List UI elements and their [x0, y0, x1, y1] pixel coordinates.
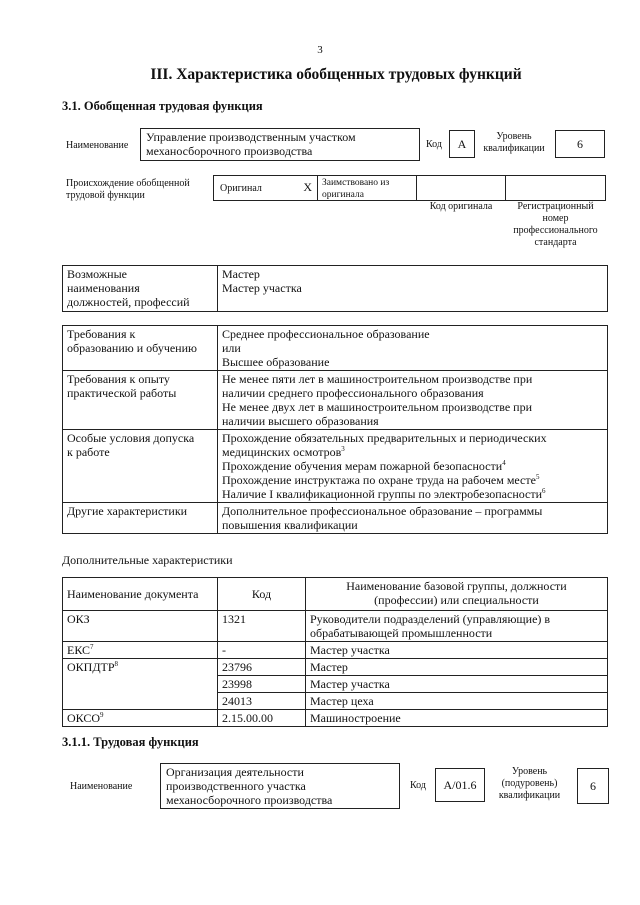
requirement-value-line: Прохождение обязательных предварительных и периодических: [222, 431, 547, 445]
header-name-line: Наименование базовой группы, должности: [346, 579, 567, 593]
gtf-heading: 3.1. Обобщенная трудовая функция: [62, 99, 263, 113]
gtf-reg-caption-line: стандарта: [534, 237, 577, 248]
gtf-original-box: [213, 175, 318, 201]
positions-label-line: Возможные: [67, 267, 127, 281]
table-row-eks: [63, 642, 608, 659]
requirement-label: [63, 371, 218, 430]
tf-heading: 3.1.1. Трудовая функция: [62, 735, 199, 749]
requirement-value-text: Прохождение обучения мерам пожарной безопасности: [222, 459, 503, 473]
requirement-label-line: Требования к: [67, 327, 136, 341]
gtf-borrowed-label-line: оригинала: [322, 190, 364, 200]
positions-label-line: наименования: [67, 281, 140, 295]
code-cell: 23998: [218, 676, 306, 693]
code-cell: -: [218, 642, 306, 659]
requirement-label-line: Требования к опыту: [67, 372, 170, 386]
tf-code-box: А/01.6: [435, 768, 485, 802]
header-code: Код: [218, 578, 306, 611]
requirements-row-special: [63, 430, 608, 503]
requirement-label-line: Другие характеристики: [67, 504, 188, 518]
doc-text: ЕКС: [67, 643, 91, 657]
code-cell: 2.15.00.00: [218, 710, 306, 727]
tf-name-line: механосборочного производства: [166, 793, 333, 807]
code-cell: 24013: [218, 693, 306, 710]
name-cell: Мастер участка: [306, 642, 608, 659]
footnote-ref: 9: [100, 711, 104, 719]
code-cell: 1321: [218, 611, 306, 642]
name-line: обрабатывающей промышленности: [310, 626, 493, 640]
header-name: [306, 578, 608, 611]
requirement-value-line: [222, 473, 603, 487]
name-cell: Машиностроение: [306, 710, 608, 727]
requirement-value-line: наличии среднего профессионального образования: [222, 386, 484, 400]
additional-table: [62, 577, 608, 727]
gtf-reg-caption-line: Регистрационный: [517, 201, 594, 212]
gtf-name-line: Управление производственным участком: [146, 130, 356, 144]
table-row-okz: [63, 611, 608, 642]
gtf-original-label: Оригинал: [220, 183, 262, 194]
doc-cell: [63, 642, 218, 659]
requirement-value-line: Не менее пяти лет в машиностроительном производстве при: [222, 372, 533, 386]
gtf-level-box: 6: [555, 130, 605, 158]
footnote-ref: 6: [542, 487, 546, 495]
tf-level-label-line: (подуровень): [501, 778, 558, 789]
gtf-name-label: Наименование: [66, 140, 129, 151]
requirements-table: [62, 325, 608, 534]
gtf-origin-label-line: трудовой функции: [66, 190, 145, 201]
gtf-reg-caption-line: номер: [542, 213, 569, 224]
header-doc: Наименование документа: [63, 578, 218, 611]
tf-name-line: Организация деятельности: [166, 765, 304, 779]
footnote-ref: 3: [341, 445, 345, 453]
gtf-origin-label-line: Происхождение обобщенной: [66, 178, 190, 189]
tf-name-line: производственного участка: [166, 779, 306, 793]
gtf-level-label-line: квалификации: [483, 143, 545, 154]
header-name-line: (профессии) или специальности: [374, 593, 539, 607]
requirement-value: [218, 430, 608, 503]
gtf-origin-label: [66, 178, 190, 202]
positions-label-line: должностей, профессий: [67, 295, 190, 309]
tf-level-label-line: Уровень: [511, 766, 548, 777]
requirement-label-line: образованию и обучению: [67, 341, 197, 355]
requirement-label: [63, 430, 218, 503]
requirement-value-text: медицинских осмотров: [222, 445, 342, 459]
name-cell: Мастер: [306, 659, 608, 676]
requirement-value: [218, 326, 608, 371]
tf-name-box: [160, 763, 400, 809]
doc-cell: [63, 710, 218, 727]
doc-cell: [63, 659, 218, 710]
tf-level-box: 6: [577, 768, 609, 804]
requirement-value-line: Высшее образование: [222, 355, 330, 369]
requirements-row-experience: [63, 371, 608, 430]
doc-cell: ОКЗ: [63, 611, 218, 642]
positions-values: [218, 266, 608, 312]
requirement-label: [63, 326, 218, 371]
additional-header-row: [63, 578, 608, 611]
footnote-ref: 7: [90, 643, 94, 651]
positions-label: [63, 266, 218, 312]
additional-caption: Дополнительные характеристики: [62, 553, 233, 567]
requirement-label-line: практической работы: [67, 386, 177, 400]
gtf-original-mark: X: [303, 180, 312, 194]
table-row-okso: [63, 710, 608, 727]
doc-text: ОКСО: [67, 711, 101, 725]
requirement-label-line: к работе: [67, 445, 110, 459]
doc-text: ОКПДТР: [67, 660, 115, 674]
tf-level-label: [492, 766, 567, 802]
name-cell: [306, 611, 608, 642]
name-cell: Мастер участка: [306, 676, 608, 693]
footnote-ref: 8: [114, 660, 119, 668]
requirement-value-text: Наличие I квалификационной группы по электробезопасности: [222, 487, 543, 501]
requirement-label: [63, 503, 218, 534]
requirement-value-line: [222, 459, 603, 473]
requirement-label-line: Особые условия допуска: [67, 431, 195, 445]
requirement-value-line: или: [222, 341, 241, 355]
requirement-value-line: [222, 487, 603, 501]
gtf-reg-number-box: [505, 175, 606, 201]
gtf-code-box: А: [449, 130, 475, 158]
requirement-value-text: Прохождение инструктажа по охране труда на рабочем месте: [222, 473, 536, 487]
page-number: 3: [317, 44, 323, 56]
requirement-value-line: Не менее двух лет в машиностроительном производстве при: [222, 400, 533, 414]
gtf-reg-number-caption: [505, 201, 606, 249]
requirement-value: [218, 503, 608, 534]
gtf-code-label: Код: [426, 139, 442, 150]
gtf-code-original-box: [416, 175, 506, 201]
name-cell: Мастер цеха: [306, 693, 608, 710]
gtf-borrowed-box: [317, 175, 417, 201]
requirement-value-line: Дополнительное профессиональное образование – программы: [222, 504, 543, 518]
positions-row: [63, 266, 608, 312]
requirement-value-line: Среднее профессиональное образование: [222, 327, 430, 341]
tf-level-label-line: квалификации: [498, 790, 561, 801]
position-item: Мастер: [222, 267, 260, 281]
requirement-value-line: повышения квалификации: [222, 518, 358, 532]
requirement-value-line: [222, 445, 603, 459]
gtf-name-line: механосборочного производства: [146, 144, 313, 158]
requirements-row-other: [63, 503, 608, 534]
footnote-ref: 5: [535, 473, 540, 481]
gtf-borrowed-label-line: Заимствовано из: [322, 178, 390, 188]
tf-name-label: Наименование: [70, 781, 133, 792]
gtf-level-label: [476, 131, 552, 155]
requirement-value: [218, 371, 608, 430]
section-title: III. Характеристика обобщенных трудовых функций: [150, 66, 522, 83]
position-item: Мастер участка: [222, 281, 302, 295]
requirements-row-education: [63, 326, 608, 371]
gtf-level-label-line: Уровень: [496, 131, 532, 142]
table-row-okpdtr: [63, 659, 608, 676]
gtf-reg-caption-line: профессионального: [513, 225, 598, 236]
tf-code-label: Код: [410, 780, 426, 791]
requirement-value-line: наличии высшего образования: [222, 414, 379, 428]
name-line: Руководители подразделений (управляющие) в: [310, 612, 551, 626]
footnote-ref: 4: [502, 459, 506, 467]
positions-table: [62, 265, 608, 312]
code-cell: 23796: [218, 659, 306, 676]
gtf-name-box: [140, 128, 420, 161]
gtf-code-original-caption: Код оригинала: [429, 201, 493, 212]
